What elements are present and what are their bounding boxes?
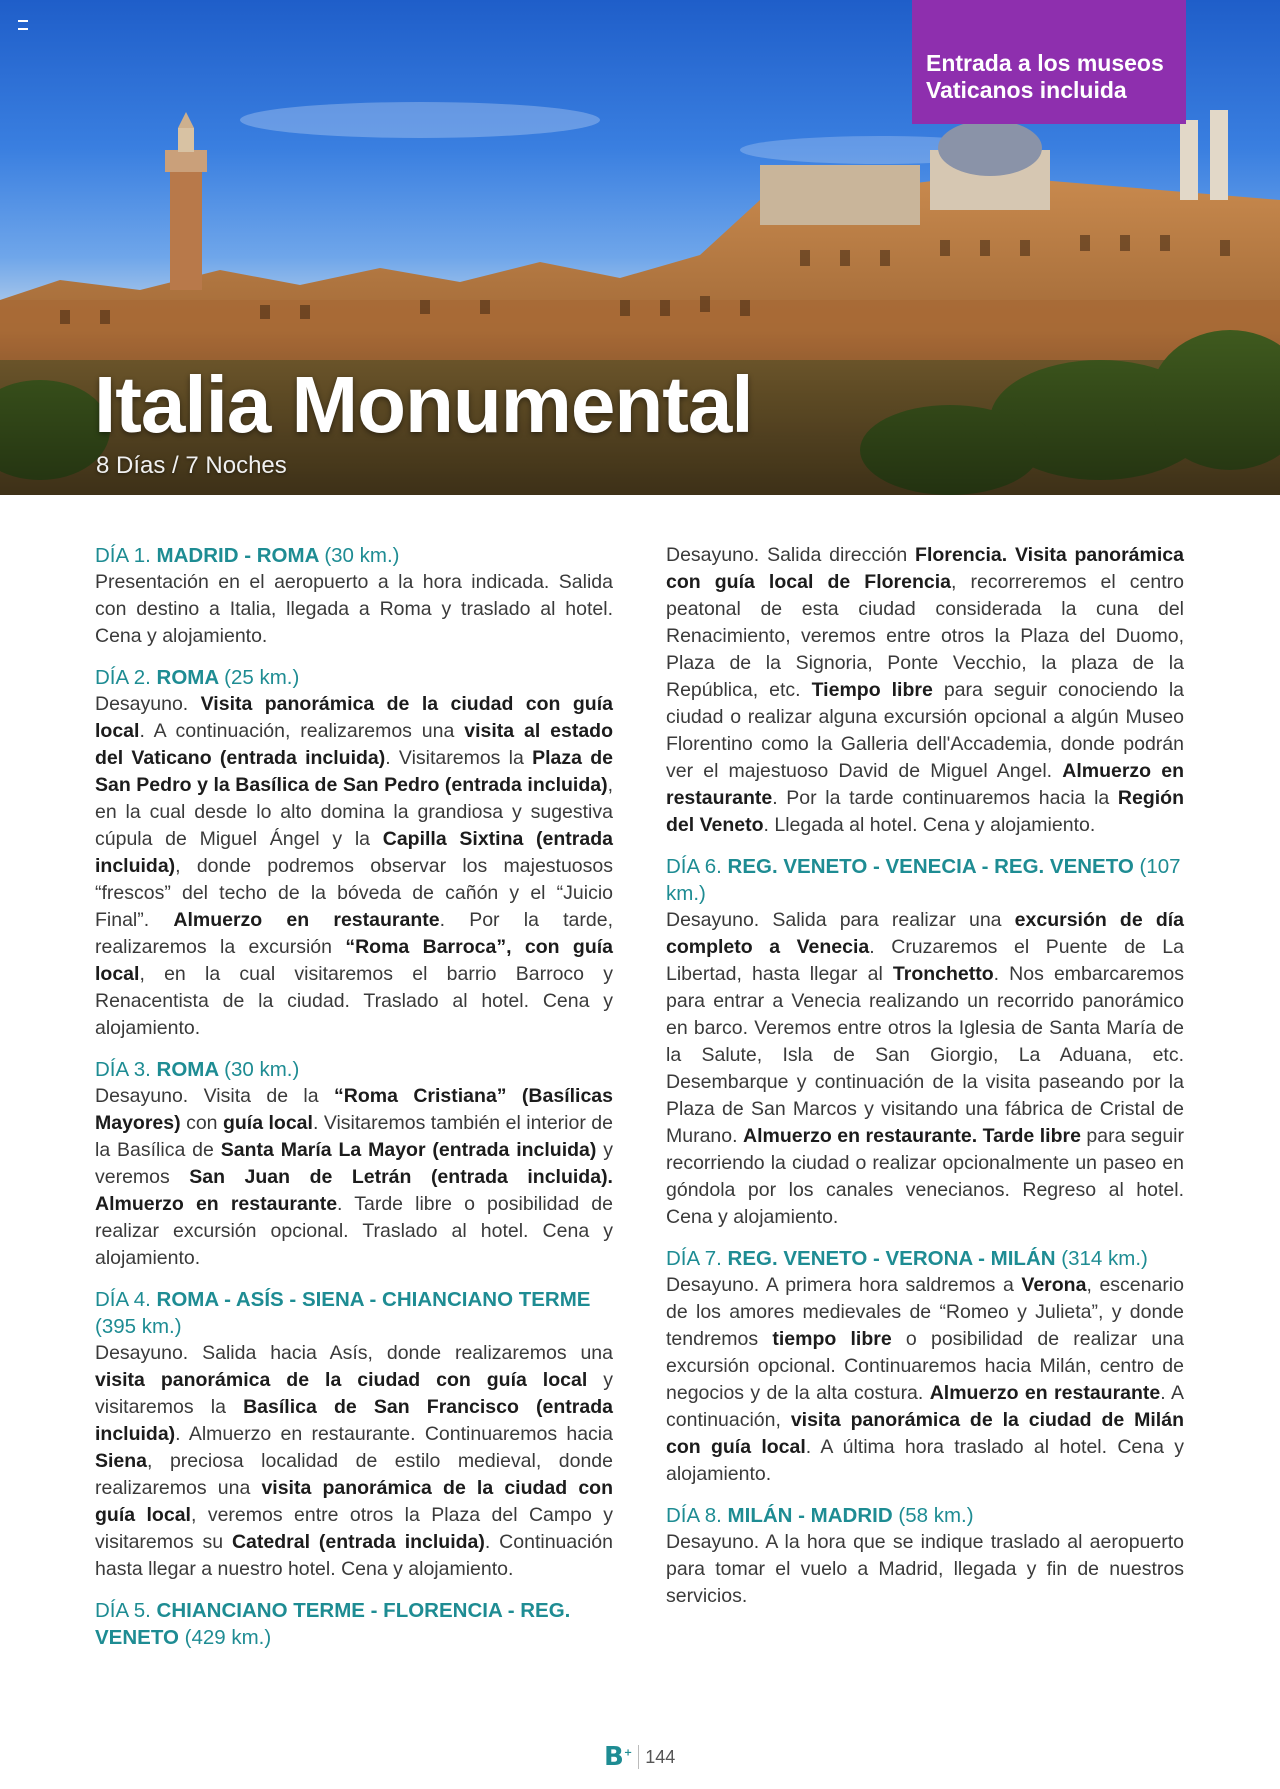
day-number: DÍA 5. <box>95 1599 151 1622</box>
highlight-text: guía local <box>222 1112 313 1134</box>
body-text: . Nos embarcaremos para entrar a Venecia realizando un recorrido panorámico en barco. Veremos entre otros la Iglesia de Santa María de la Salute, Isla de San Giorgio, La Aduana, etc. Desembarque y continuación de la visita paseando por la Plaza de San Marcos y visitando una fábrica de Cristal de Murano. <box>666 963 1184 1147</box>
body-text: Presentación en el aeropuerto a la hora indicada. Salida con destino a Italia, llegada a Roma y traslado al hotel. Cena y alojamiento. <box>95 571 613 647</box>
highlight-text: visita panorámica de la ciudad con guía local <box>95 1369 588 1391</box>
body-text: , en la cual visitaremos el barrio Barroco y Renacentista de la ciudad. Traslado al hotel. Cena y alojamiento. <box>95 963 613 1039</box>
body-text: . Llegada al hotel. Cena y alojamiento. <box>763 814 1096 836</box>
day-description <box>95 691 613 1042</box>
body-text: Desayuno. Visita de la <box>95 1085 335 1107</box>
day-number: DÍA 6. <box>666 855 722 878</box>
highlight-text: “Roma Cristiana” (Basílicas Mayores) <box>95 1085 613 1134</box>
day-description <box>95 1083 613 1272</box>
highlight-text: Tronchetto <box>892 963 994 985</box>
day-description <box>666 907 1184 1231</box>
day-heading <box>666 1502 1184 1529</box>
body-text: , recorreremos el centro peatonal de esta ciudad considerada la cuna del Renacimiento, veremos entre otros la Plaza del Duomo, Plaza de la Signoria, Ponte Vecchio, la plaza de la República, etc. <box>666 571 1184 701</box>
brand-logo: B+ <box>604 1742 633 1772</box>
itinerary-day <box>95 1286 613 1583</box>
body-text: para seguir conociendo la ciudad o realizar alguna excursión opcional a algún Museo Florentino como la Galleria dell'Accademia, donde podrán ver el majestuoso David de Miguel Angel. <box>666 679 1184 782</box>
day-route: MILÁN - MADRID <box>727 1504 893 1527</box>
body-text: Desayuno. Salida hacia Asís, donde realizaremos una <box>95 1342 613 1364</box>
highlight-text: Capilla Sixtina (entrada incluida) <box>95 828 613 877</box>
day-number: DÍA 7. <box>666 1247 722 1270</box>
body-text: . Tarde libre o posibilidad de realizar excursión opcional. Traslado al hotel. Cena y alojamiento. <box>95 1193 613 1269</box>
footer-divider <box>638 1745 639 1769</box>
day-description <box>666 542 1184 839</box>
body-text: . A continuación, realizaremos una <box>139 720 465 742</box>
highlight-text: excursión de día completo a Venecia <box>666 909 1184 958</box>
highlight-text: Florencia. Visita panorámica con guía local de Florencia <box>666 544 1184 593</box>
body-text: , en la cual desde lo alto domina la grandiosa y sugestiva cúpula de Miguel Ángel y la <box>95 774 613 850</box>
day-distance: (25 km.) <box>224 666 300 689</box>
day-number: DÍA 1. <box>95 544 151 567</box>
body-text: . Por la tarde, realizaremos la excursión <box>95 909 613 958</box>
body-text: Desayuno. Salida para realizar una <box>666 909 1015 931</box>
day-distance: (30 km.) <box>224 1058 300 1081</box>
day-heading <box>666 853 1184 907</box>
highlight-text: Verona <box>1021 1274 1087 1296</box>
hero-banner <box>0 0 1280 495</box>
day-distance: (30 km.) <box>324 544 400 567</box>
highlight-text: visita panorámica de la ciudad de Milán con guía local <box>666 1409 1184 1458</box>
highlight-text: Catedral (entrada incluida) <box>231 1531 485 1553</box>
day-heading <box>666 1245 1184 1272</box>
highlight-text: Almuerzo en restaurante <box>929 1382 1161 1404</box>
highlight-text: Almuerzo en restaurante <box>666 760 1184 809</box>
day-description <box>95 569 613 650</box>
day-heading <box>95 1597 613 1651</box>
itinerary-day <box>95 664 613 1042</box>
body-text: . Cruzaremos el Puente de La Libertad, hasta llegar al <box>666 936 1184 985</box>
day-route: ROMA <box>156 666 219 689</box>
page-title: Italia Monumental <box>94 360 753 449</box>
body-text: . A última hora traslado al hotel. Cena y alojamiento. <box>666 1436 1184 1485</box>
highlight-text: Plaza de San Pedro y la Basílica de San Pedro (entrada incluida) <box>95 747 614 796</box>
itinerary-day <box>95 542 613 650</box>
day-distance: (429 km.) <box>184 1626 272 1649</box>
body-text: . Visitaremos la <box>385 747 533 769</box>
day-description <box>666 1272 1184 1488</box>
itinerary-day <box>666 1502 1184 1610</box>
day-heading <box>95 664 613 691</box>
day-route: REG. VENETO - VENECIA - REG. VENETO <box>727 855 1134 878</box>
itinerary-day <box>95 1056 613 1272</box>
page-footer <box>604 1742 675 1772</box>
body-text: Desayuno. A primera hora saldremos a <box>666 1274 1022 1296</box>
body-text: y visitaremos la <box>95 1369 613 1418</box>
highlight-text: San Juan de Letrán (entrada incluida). Almuerzo en restaurante <box>95 1166 613 1215</box>
itinerary-day <box>95 1597 613 1651</box>
itinerary-column-left <box>95 542 613 1651</box>
body-text: . A continuación, <box>666 1382 1184 1431</box>
highlight-text: Almuerzo en restaurante. Tarde libre <box>743 1125 1081 1147</box>
itinerary-day <box>666 542 1184 839</box>
day-route: CHIANCIANO TERME - FLORENCIA - REG. VENETO <box>95 1599 571 1649</box>
day-description <box>666 1529 1184 1610</box>
day-distance: (107 km.) <box>666 855 1181 905</box>
badge-line-2: Vaticanos incluida <box>926 77 1127 103</box>
menu-icon <box>18 20 28 30</box>
day-heading <box>95 1056 613 1083</box>
itinerary-day <box>666 853 1184 1231</box>
body-text: , escenario de los amores medievales de “Romeo y Julieta”, y donde tendremos <box>666 1274 1184 1350</box>
highlight-text: Almuerzo en restaurante <box>173 909 440 931</box>
body-text: o posibilidad de realizar una excursión opcional. Continuaremos hacia Milán, centro de negocios y de la alta costura. <box>666 1328 1184 1404</box>
day-distance: (314 km.) <box>1061 1247 1148 1270</box>
day-route: REG. VENETO - VERONA - MILÁN <box>727 1247 1056 1270</box>
body-text: . Por la tarde continuaremos hacia la <box>772 787 1118 809</box>
day-route: ROMA - ASÍS - SIENA - CHIANCIANO TERME <box>156 1288 591 1311</box>
body-text: . Visitaremos también el interior de la Basílica de <box>95 1112 613 1161</box>
day-distance: (58 km.) <box>898 1504 974 1527</box>
highlight-text: “Roma Barroca”, con guía local <box>95 936 613 985</box>
highlight-text: Tiempo libre <box>811 679 933 701</box>
body-text: , preciosa localidad de estilo medieval, donde realizaremos una <box>95 1450 613 1499</box>
highlight-text: tiempo libre <box>772 1328 892 1350</box>
body-text: , donde podremos observar los majestuosos “frescos” del techo de la bóveda de cañón y el “Juicio Final”. <box>95 855 613 931</box>
day-description <box>95 1340 613 1583</box>
trip-duration: 8 Días / 7 Noches <box>96 452 287 479</box>
body-text: . Continuación hasta llegar a nuestro hotel. Cena y alojamiento. <box>95 1531 614 1580</box>
day-route: ROMA <box>156 1058 219 1081</box>
day-distance: (395 km.) <box>95 1315 182 1338</box>
day-number: DÍA 4. <box>95 1288 151 1311</box>
body-text: . Almuerzo en restaurante. Continuaremos hacia <box>175 1423 613 1445</box>
body-text: , veremos entre otros la Plaza del Campo y visitaremos su <box>95 1504 613 1553</box>
highlight-text: Siena <box>95 1450 148 1472</box>
body-text: con <box>180 1112 223 1134</box>
body-text: Desayuno. Salida dirección <box>666 544 916 566</box>
body-text: Desayuno. A la hora que se indique traslado al aeropuerto para tomar el vuelo a Madrid, llegada y fin de nuestros servicios. <box>666 1531 1184 1607</box>
highlight-text: Región del Veneto <box>666 787 1184 836</box>
highlight-text: visita panorámica de la ciudad con guía local <box>95 1477 613 1526</box>
itinerary-column-right <box>666 542 1184 1624</box>
day-number: DÍA 2. <box>95 666 151 689</box>
body-text: para seguir recorriendo la ciudad o realizar opcionalmente un paseo en góndola por los canales venecianos. Regreso al hotel. Cena y alojamiento. <box>666 1125 1184 1228</box>
day-heading <box>95 542 613 569</box>
brand-logo-letter: B <box>604 1742 624 1772</box>
highlight-text: Santa María La Mayor (entrada incluida) <box>220 1139 597 1161</box>
day-route: MADRID - ROMA <box>156 544 319 567</box>
highlight-text: Basílica de San Francisco (entrada incluida) <box>95 1396 613 1445</box>
museum-badge <box>912 0 1186 124</box>
day-number: DÍA 8. <box>666 1504 722 1527</box>
highlight-text: visita al estado del Vaticano (entrada incluida) <box>95 720 613 769</box>
itinerary-day <box>666 1245 1184 1488</box>
body-text: Desayuno. <box>95 693 201 715</box>
body-text: y veremos <box>95 1139 613 1188</box>
day-number: DÍA 3. <box>95 1058 151 1081</box>
day-heading <box>95 1286 613 1340</box>
highlight-text: Visita panorámica de la ciudad con guía local <box>95 693 613 742</box>
page-number: 144 <box>645 1746 676 1767</box>
badge-line-1: Entrada a los museos <box>926 50 1164 76</box>
